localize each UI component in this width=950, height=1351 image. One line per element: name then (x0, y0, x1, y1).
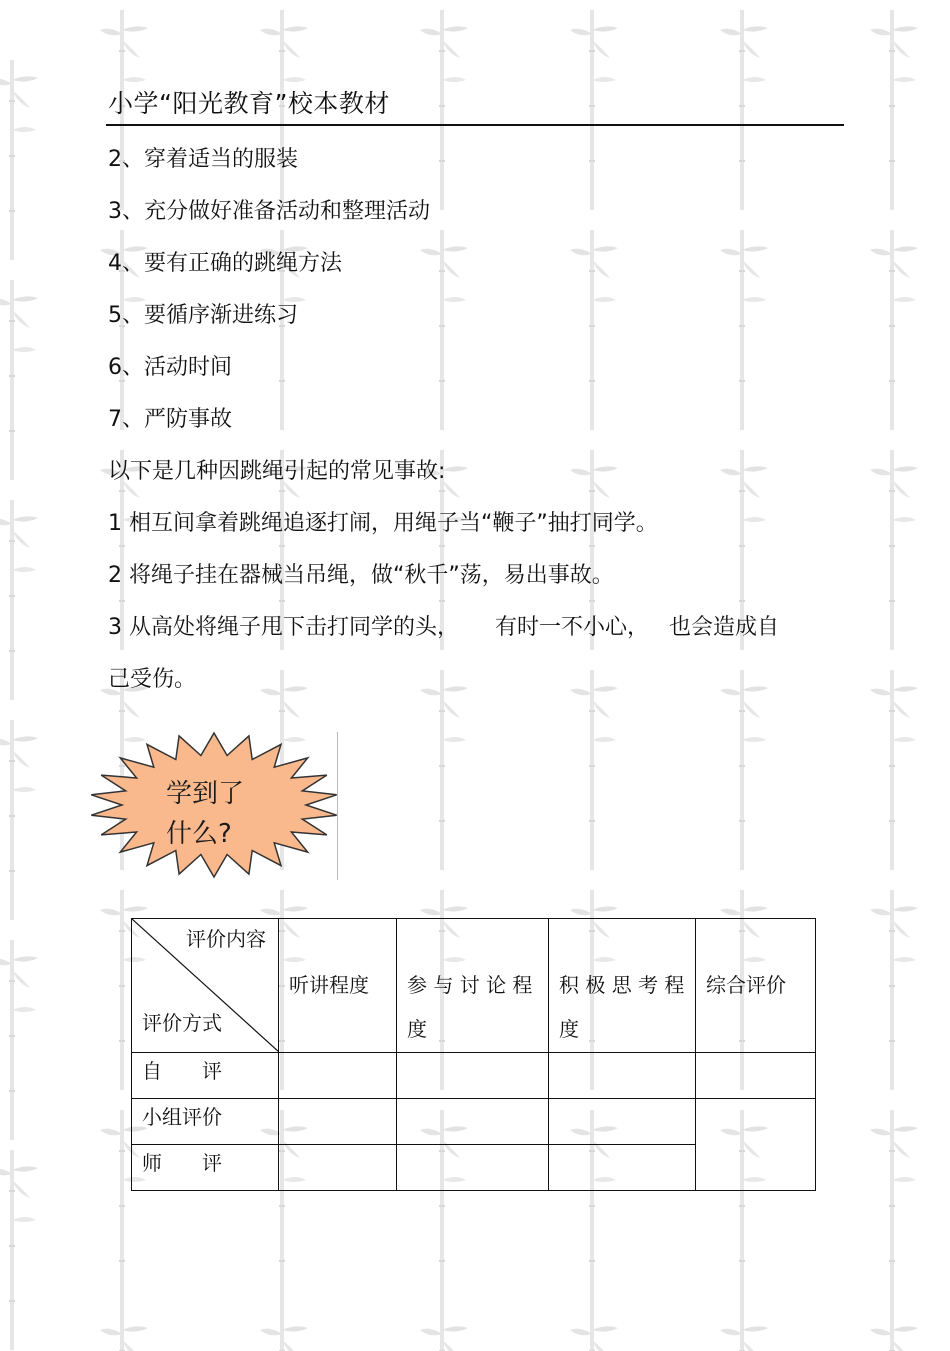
table-cell (549, 1145, 696, 1191)
list-item: 2、穿着适当的服装 (108, 147, 298, 172)
list-item: 3、充分做好准备活动和整理活动 (108, 199, 430, 224)
table-cell (397, 1145, 549, 1191)
accident-item-3-part2: 有时一不小心， (495, 615, 650, 640)
evaluation-table (131, 918, 816, 1191)
accident-item-3-continuation: 己受伤。 (108, 667, 197, 692)
table-cell (696, 1053, 816, 1099)
table-cell (549, 1099, 696, 1145)
list-item: 7、严防事故 (108, 407, 232, 432)
column-header-thinking: 积 极 思 考 程 度 (549, 919, 696, 1053)
callout-divider (337, 732, 338, 880)
accident-item-3-part3: 也会造成自 (669, 615, 780, 640)
table-cell (397, 1053, 549, 1099)
header-divider (106, 124, 844, 126)
row-label-teacher: 师 评 (132, 1145, 279, 1191)
starburst-line-1: 学到了 (166, 779, 245, 809)
accident-item-2: 2 将绳子挂在器械当吊绳，做“秋千”荡，易出事故。 (108, 563, 614, 588)
table-cell-merged (696, 1099, 816, 1191)
starburst-label (166, 774, 244, 854)
table-cell (549, 1053, 696, 1099)
table-row (132, 1053, 816, 1099)
row-label-group: 小组评价 (132, 1099, 279, 1145)
table-cell (397, 1099, 549, 1145)
diag-top-label: 评价内容 (186, 927, 266, 951)
table-header-row (132, 919, 816, 1053)
list-item: 6、活动时间 (108, 355, 232, 380)
diag-bottom-label: 评价方式 (142, 1011, 222, 1035)
table-cell (279, 1145, 397, 1191)
diagonal-header-cell (132, 919, 279, 1053)
table-cell (279, 1053, 397, 1099)
accidents-intro: 以下是几种因跳绳引起的常见事故: (108, 459, 446, 484)
column-header-discussion: 参 与 讨 论 程 度 (397, 919, 549, 1053)
accident-item-3-part1: 3 从高处将绳子甩下击打同学的头， (108, 615, 459, 640)
starburst-line-2: 什么? (166, 819, 232, 849)
list-item: 4、要有正确的跳绳方法 (108, 251, 342, 276)
column-header-listening: 听讲程度 (279, 919, 397, 1053)
list-item: 5、要循序渐进练习 (108, 303, 298, 328)
table-row (132, 1099, 816, 1145)
column-header-overall: 综合评价 (696, 919, 816, 1053)
accident-item-1: 1 相互间拿着跳绳追逐打闹，用绳子当“鞭子”抽打同学。 (108, 511, 658, 536)
page-header-title: 小学“阳光教育”校本教材 (108, 89, 390, 118)
table-cell (279, 1099, 397, 1145)
row-label-self: 自 评 (132, 1053, 279, 1099)
accident-item-3 (108, 610, 779, 641)
